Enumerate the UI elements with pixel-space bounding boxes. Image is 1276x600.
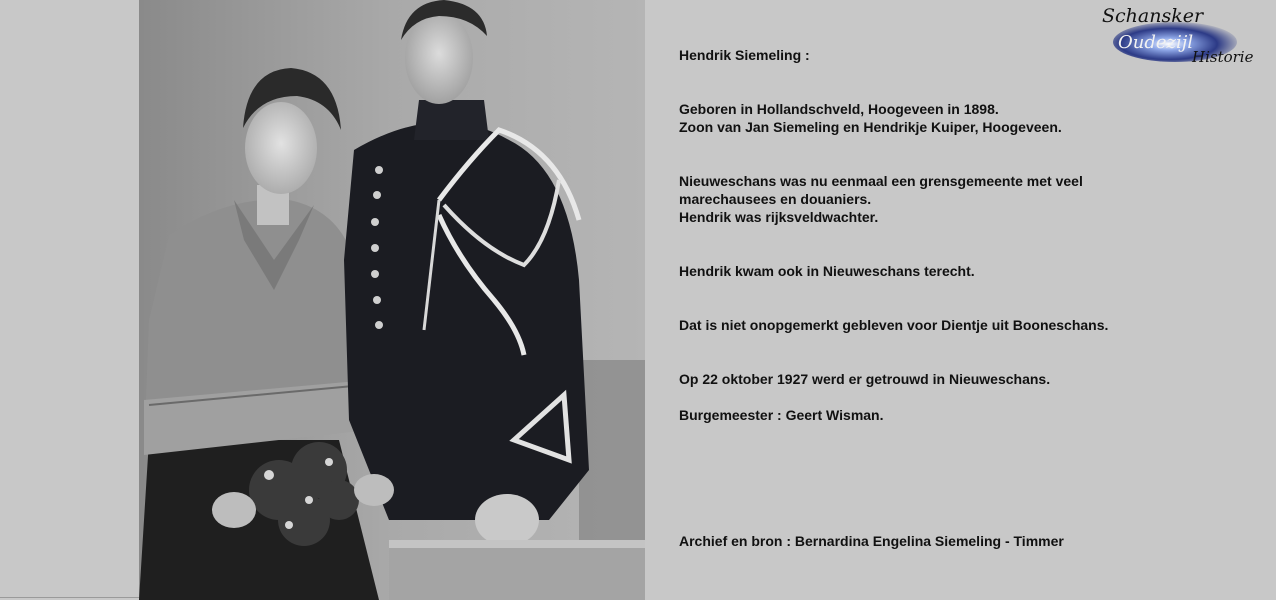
logo-text-line2: Oudezijl: [1118, 32, 1194, 53]
arrived-line: Hendrik kwam ook in Nieuweschans terecht.: [679, 263, 975, 279]
son-of-line: Zoon van Jan Siemeling en Hendrikje Kuiper, Hoogeveen.: [679, 119, 1062, 135]
logo-graphic: [1100, 4, 1270, 66]
article-heading: Hendrik Siemeling :: [679, 47, 810, 63]
logo-text-line3: Historie: [1192, 48, 1254, 66]
mayor-line: Burgemeester : Geert Wisman.: [679, 407, 884, 423]
site-logo[interactable]: [1100, 4, 1270, 66]
occupation-line: Hendrik was rijksveldwachter.: [679, 209, 879, 225]
logo-text-line1: Schansker: [1102, 5, 1204, 27]
border-line-1: Nieuweschans was nu eenmaal een grensgemeente met veel: [679, 173, 1083, 189]
wedding-photo: [139, 0, 645, 600]
married-line: Op 22 oktober 1927 werd er getrouwd in Nieuweschans.: [679, 371, 1051, 387]
border-line-2: marechausees en douaniers.: [679, 191, 872, 207]
noticed-line: Dat is niet onopgemerkt gebleven voor Dientje uit Booneschans.: [679, 317, 1109, 333]
divider: [0, 597, 139, 598]
wedding-photo-image: [139, 0, 645, 600]
born-line: Geboren in Hollandschveld, Hoogeveen in 1898.: [679, 101, 999, 117]
source-line: Archief en bron : Bernardina Engelina Siemeling - Timmer: [679, 533, 1064, 549]
